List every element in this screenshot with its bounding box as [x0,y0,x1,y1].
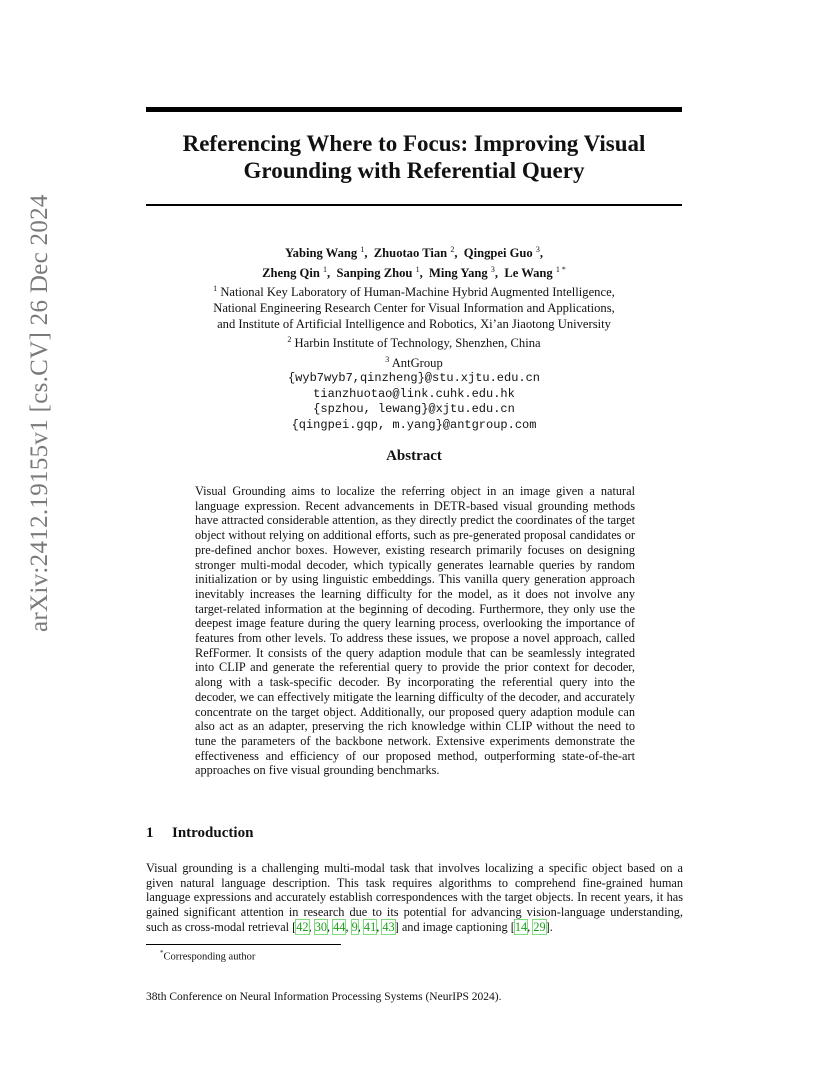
intro-text: ] and image captioning [ [394,919,515,934]
author-affil-mark: 2 [450,245,455,254]
affil-line: National Key Laboratory of Human-Machine Hybrid Augmented Intelligence, [220,285,615,300]
email: {qingpei.gqp, m.yang}@antgroup.com [291,417,537,432]
author-name: Ming Yang [429,265,488,280]
title-top-rule [146,107,682,112]
citation-link[interactable]: 42 [296,919,309,934]
affil-number: 2 [287,335,292,345]
author-affil-mark: 3 [535,245,540,254]
intro-text: ]. [545,919,553,934]
citation-link[interactable]: 41 [363,919,377,934]
abstract-heading: Abstract [386,448,442,464]
affil-number: 1 [213,284,218,294]
author-block [146,242,682,433]
author-affil-mark: 1 [415,264,420,274]
paper-title: Referencing Where to Focus: Improving Visual Grounding with Referential Query [182,131,646,183]
section-number: 1 [146,825,154,841]
author-name: Le Wang [504,265,553,280]
affil-line: and Institute of Artificial Intelligence and Robotics, Xi’an Jiaotong University [217,316,611,331]
citation-link[interactable]: 30 [314,919,327,934]
affil-number: 3 [385,354,390,364]
footnote [160,949,255,963]
arxiv-id-text: arXiv:2412.19155v1 [cs.CV] 26 Dec 2024 [26,194,53,632]
author-affil-mark: 1 [360,245,365,254]
intro-text: Visual grounding is a challenging multi-modal task that involves localizing a specific object based on a given natural language description. This task requires algorithms to comprehend fine-grained human language expressions and accurately establish correspondences with the target objects. In recent years, it has gained significant attention in research due to its potential for advancing vision-language understanding, such as cross-modal retrieval [ [146,861,683,934]
affil-line: Harbin Institute of Technology, Shenzhen, China [294,336,541,351]
footnote-rule [146,944,341,945]
affiliation-3 [146,352,682,372]
affiliation-2 [146,332,682,352]
author-affil-mark: 3 [490,264,495,274]
section-heading-introduction [146,825,253,842]
citation-link[interactable]: 14 [514,919,528,934]
author-name: Qingpei Guo [463,246,533,261]
author-names-line-2: Zheng Qin $^1$, Sanping Zhou $^1$, Ming Yang $^3$, Le Wang $^{1 *}$ [262,264,566,280]
email: {wyb7wyb7,qinzheng}@stu.xjtu.edu.cn [287,371,541,386]
abstract-text: Visual Grounding aims to localize the referring object in an image given a natural language expression. Recent advancements in DETR-based visual grounding methods have attracted considerable attention, as they directly predict the coordinates of the target object without relying on additional efforts, such as pre-generated proposal candidates or pre-defined anchor boxes. However, existing research primarily focuses on designing stronger multi-modal decoder, which typically generates learnable queries by random initialization or by using linguistic embeddings. This vanilla query generation approach inevitably increases the learning difficulty for the model, as it does not involve any target-related information at the beginning of decoding. Furthermore, they only use the deepest image feature during the query learning process, overlooking the importance of features from other levels. To address these issues, we propose a novel approach, called RefFormer. It consists of the query adaption module that can be seamlessly integrated into CLIP and generate the referential query to provide the prior context for decoder, along with a task-specific decoder. By incorporating the referential query into the decoder, we can effectively mitigate the learning difficulty of the decoder, and accurately concentrate on the target object. Additionally, our proposed query adaption module can also act as an adapter, preserving the rich knowledge within CLIP without the need to tune the parameters of the backbone network. Extensive experiments demonstrate the effectiveness and efficiency of our proposed method, outperforming state-of-the-art approaches on five visual grounding benchmarks. [195,484,635,778]
citation-link[interactable]: 29 [533,919,546,934]
email: tianzhuotao@link.cuhk.edu.hk [313,386,515,401]
author-names-line-1: Yabing Wang $^1$, Zhuotao Tian $^2$, Qingpei Guo $^3$, [284,245,544,261]
author-name: Zhuotao Tian [373,246,448,261]
citation-link[interactable]: 9 [351,919,358,934]
email: {spzhou, lewang}@xjtu.edu.cn [313,402,515,417]
footnote-mark: * [160,949,164,957]
section-title: Introduction [172,825,254,841]
author-name: Sanping Zhou [336,265,413,280]
affil-line: National Engineering Research Center for Visual Information and Applications, [213,301,615,316]
author-affil-mark: 1 [323,264,327,274]
introduction-paragraph: Visual grounding is a challenging multi-modal task that involves localizing a specific object based on a given natural language description. This task requires algorithms to comprehend fine-grained human language expressions and accurately establish correspondences with the target objects. In recent years, it has gained significant attention in research due to its potential for advancing vision-language understanding, such as cross-modal retrieval [42, 30, 44, 9, 41, 43] and image captioning [14, 29]. [146,861,683,934]
citation-link[interactable]: 43 [382,919,395,934]
author-name: Zheng Qin [262,265,320,280]
title-bottom-rule [146,204,682,206]
citation-link[interactable]: 44 [333,919,346,934]
affiliation-1 [146,281,682,301]
footnote-text: Corresponding author [163,951,256,963]
affil-line: AntGroup [391,355,443,370]
author-affil-mark: 1 * [555,264,566,274]
venue-footer: 38th Conference on Neural Information Processing Systems (NeurIPS 2024). [146,991,502,1003]
author-name: Yabing Wang [284,246,358,261]
